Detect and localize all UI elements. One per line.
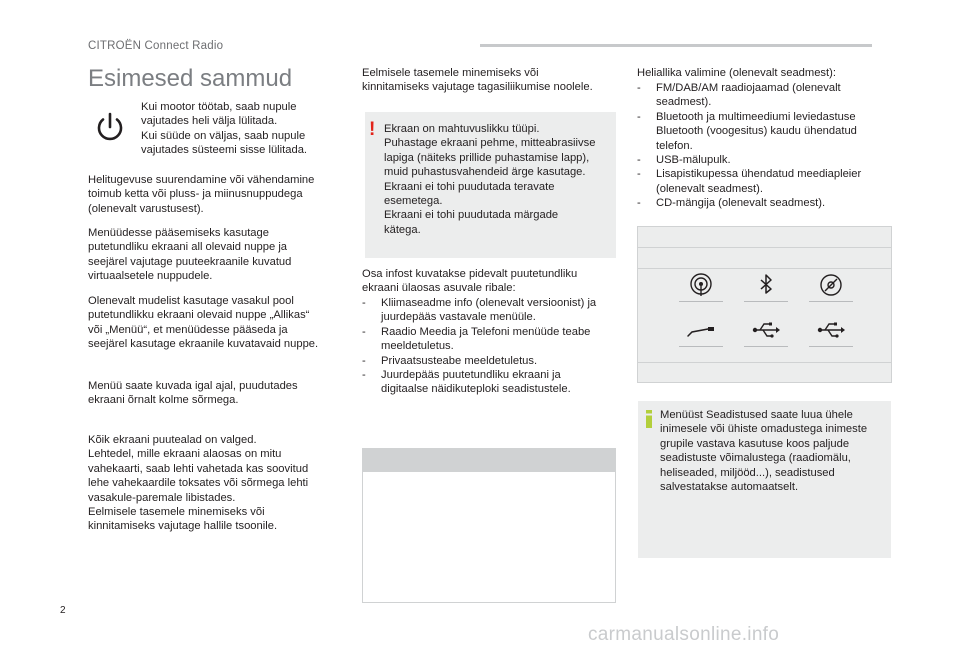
aux-jack-icon[interactable] xyxy=(679,313,723,347)
warning-text: Ekraan on mahtuvuslikku tüüpi. Puhastage ekraani pehme, mitteabrasiivse lapiga (näiteks prillide puhastamise lapp), muid puhastusvahendeid ärge kasutage. Ekraani ei tohi puudutada teravate esemetega. Ekraani ei tohi puudutada märgade kätega. xyxy=(384,123,596,236)
source-selection-screen xyxy=(637,226,892,383)
page-title: Esimesed sammud xyxy=(88,65,293,92)
audio-source-list xyxy=(637,81,899,211)
audio-source-paragraph: Heliallika valimine (olenevalt seadmest): xyxy=(637,67,836,79)
illustration-header-band xyxy=(363,449,615,472)
cd-icon[interactable] xyxy=(809,268,853,302)
status-bar-paragraph: Osa infost kuvatakse pidevalt puutetundliku ekraani ülaosas asuvale ribale: xyxy=(362,268,578,295)
screen-divider xyxy=(638,247,891,248)
list-item: - FM/DAB/AM raadiojaamad (olenevalt seadmest). xyxy=(637,82,841,109)
list-item: - Raadio Meedia ja Telefoni menüüde teabe meeldetuletus. xyxy=(362,325,591,353)
bluetooth-icon[interactable] xyxy=(744,268,788,302)
list-item: - Bluetooth ja multimeediumi leviedastuse Bluetooth (voogesitus) kaudu ühendatud telefon. xyxy=(637,110,857,152)
running-header: CITROËN Connect Radio xyxy=(88,40,224,52)
status-bar-list xyxy=(362,296,624,397)
screen-divider xyxy=(638,362,891,363)
info-text: Menüüst Seadistused saate luua ühele inimesele või ühiste omadustega inimeste grupile vastava kasutuse koos paljude seadistuste võimalustega (raadiomälu, heliseaded, miljööd...), seadistused salvestatakse automaatselt. xyxy=(660,409,868,494)
page-number: 2 xyxy=(60,605,66,616)
power-button-text: Kui mootor töötab, saab nupule vajutades heli välja lülitada. Kui süüde on väljas, saab nupule vajutades süsteemi sisse lülitada. xyxy=(141,101,308,157)
usb-icon[interactable] xyxy=(809,313,853,347)
list-item: - Juurdepääs puutetundliku ekraani ja digitaalse näidikuteploki seadistustele. xyxy=(362,369,571,396)
power-icon xyxy=(93,110,127,144)
usb-icon[interactable] xyxy=(744,313,788,347)
list-item: - Lisapistikupessa ühendatud meediapleier (olenevalt seadmest). xyxy=(637,168,862,195)
header-divider-bar xyxy=(480,44,872,47)
info-icon xyxy=(646,410,652,428)
warning-icon: ! xyxy=(369,119,376,140)
touch-areas-paragraph: Kõik ekraani puutealad on valged. Lehtedel, mille ekraani alaosas on mitu vahekaarti, saab lehti vahetada kas soovitud lehe vahekaardile toksates või sõrmega lehti vasakule-paremale libistades. Eelmisele tasemele minemiseks või kinnitamiseks vajutage hallile tsoonile. xyxy=(88,434,309,533)
back-arrow-paragraph: Eelmisele tasemele minemiseks või kinnitamiseks vajutage tagasiliikumise noolele. xyxy=(362,67,593,94)
radio-icon[interactable] xyxy=(679,268,723,302)
three-finger-paragraph: Menüü saate kuvada igal ajal, puudutades ekraani õrnalt kolme sõrmega. xyxy=(88,380,298,407)
watermark: carmanualsonline.info xyxy=(588,624,780,645)
list-item: - USB-mälupulk. xyxy=(637,154,731,167)
list-item: - CD-mängija (olenevalt seadmest). xyxy=(637,197,826,210)
list-item: - Privaatsusteabe meeldetuletus. xyxy=(362,354,538,367)
list-item: - Kliimaseadme info (olenevalt versioonist) ja juurdepääs vastavale menüüle. xyxy=(362,297,597,324)
volume-paragraph: Helitugevuse suurendamine või vähendamine toimub ketta või pluss- ja miinusnuppudega (olenevalt varustusest). xyxy=(88,174,315,215)
source-menu-paragraph: Olenevalt mudelist kasutage vasakul pool putetundlikku ekraani olevaid nuppe „Allikas“ või „Menüü“, et menüüdesse pääseda ja seejärel kasutage ekraanile kuvatavaid nuppe. xyxy=(88,295,319,351)
menu-access-paragraph: Menüüdesse pääsemiseks kasutage putetundliku ekraani all olevaid nuppe ja seejärel vajutage puuteekraanile kuvatud virtuaalsetele nuppudele. xyxy=(88,227,292,283)
